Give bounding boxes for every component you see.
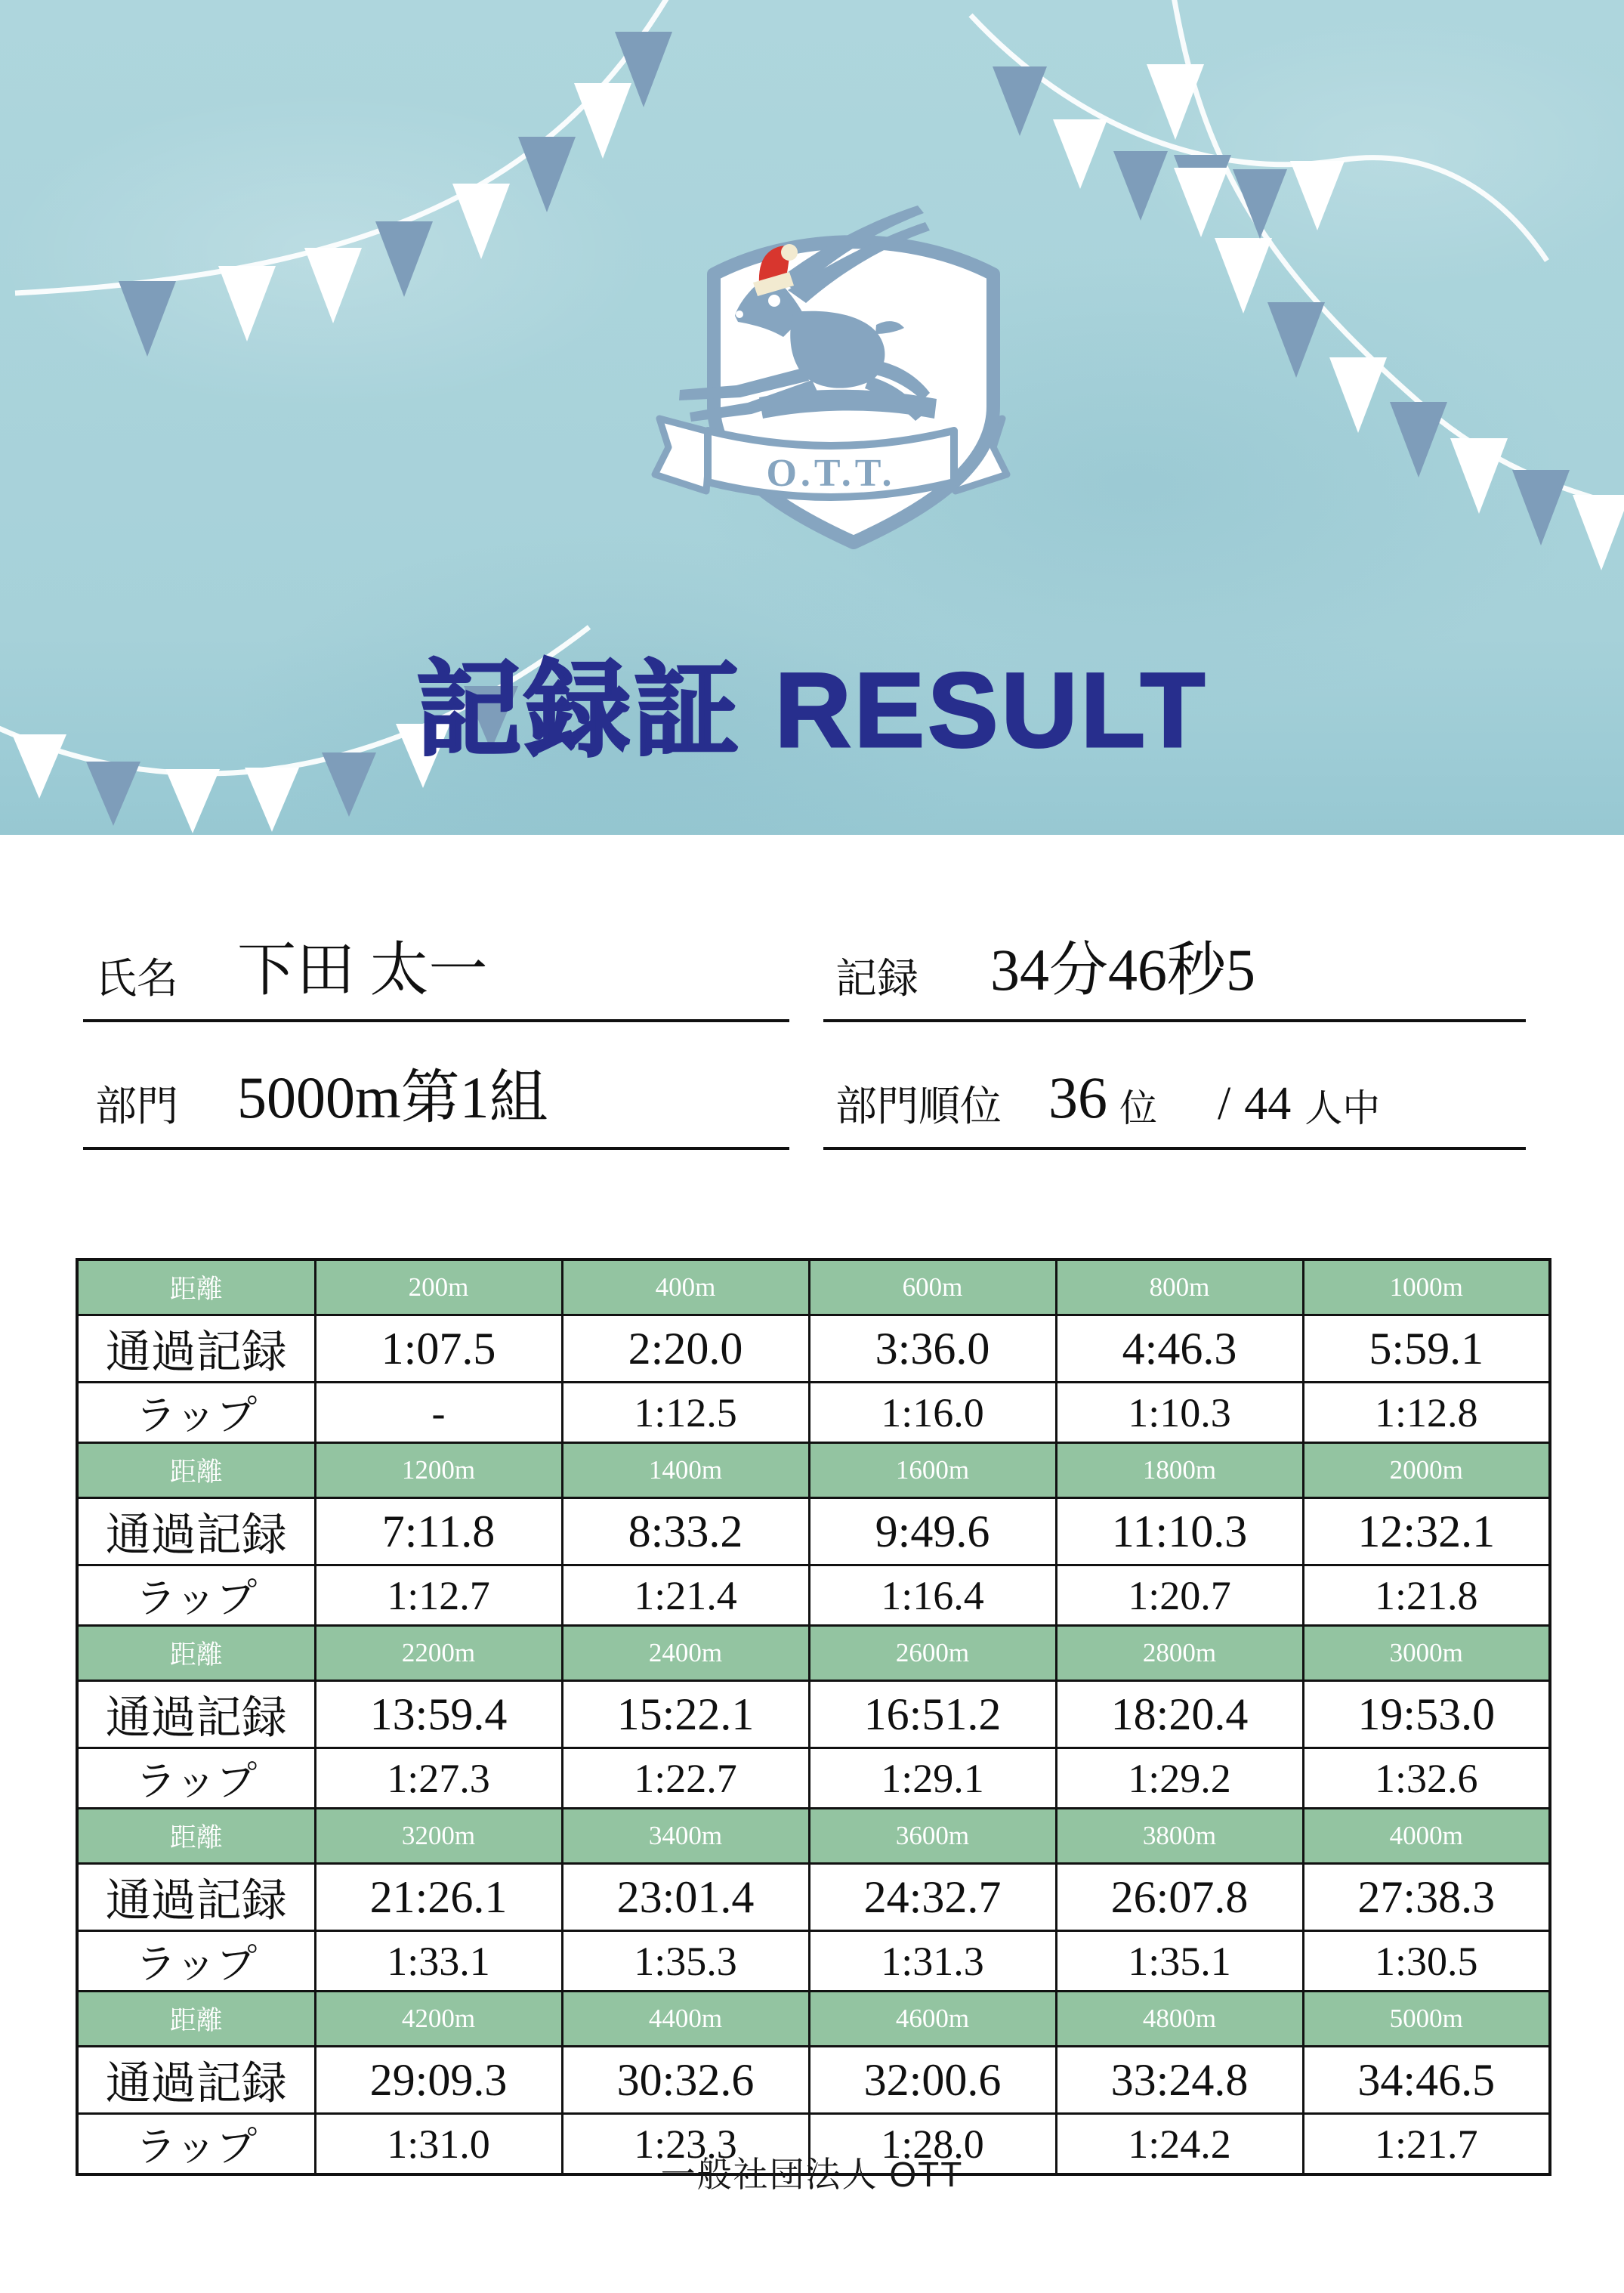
distance-cell: 200m — [315, 1259, 562, 1315]
distance-cell: 4600m — [809, 1992, 1056, 2047]
row-label-cell: ラップ — [77, 1565, 315, 1626]
lap-row — [77, 1748, 1550, 1809]
lap-cell: 1:31.3 — [809, 1931, 1056, 1992]
distance-cell: 4200m — [315, 1992, 562, 2047]
distance-cell: 2400m — [562, 1626, 809, 1681]
lap-cell: 1:21.7 — [1303, 2114, 1550, 2175]
row-label-cell: ラップ — [77, 1383, 315, 1443]
distance-cell: 4000m — [1303, 1809, 1550, 1864]
distance-cell: 3800m — [1056, 1809, 1303, 1864]
distance-cell: 4400m — [562, 1992, 809, 2047]
split-cell: 11:10.3 — [1056, 1498, 1303, 1565]
rank-total-unit: 人中 — [1304, 1087, 1381, 1130]
split-cell: 18:20.4 — [1056, 1681, 1303, 1748]
row-label-cell: 距離 — [77, 1809, 315, 1864]
lap-cell: 1:21.4 — [562, 1565, 809, 1626]
lap-row — [77, 1931, 1550, 1992]
lap-cell: 1:12.5 — [562, 1383, 809, 1443]
split-row — [77, 1315, 1550, 1383]
lap-cell: 1:27.3 — [315, 1748, 562, 1809]
distance-row — [77, 1809, 1550, 1864]
row-label-cell: 通過記録 — [77, 2047, 315, 2114]
lap-cell: 1:16.4 — [809, 1565, 1056, 1626]
split-cell: 33:24.8 — [1056, 2047, 1303, 2114]
rank-total: 44 — [1244, 1078, 1292, 1130]
distance-cell: 1800m — [1056, 1443, 1303, 1498]
ott-logo — [646, 195, 1016, 565]
distance-cell: 3600m — [809, 1809, 1056, 1864]
page-title: 記録証 RESULT — [415, 651, 1209, 769]
split-cell: 4:46.3 — [1056, 1315, 1303, 1383]
header-banner — [0, 0, 1624, 835]
split-cell: 1:07.5 — [315, 1315, 562, 1383]
splits-table — [76, 1258, 1551, 2176]
row-label-cell: 通過記録 — [77, 1864, 315, 1931]
split-cell: 3:36.0 — [809, 1315, 1056, 1383]
row-label-cell: ラップ — [77, 1931, 315, 1992]
distance-cell: 400m — [562, 1259, 809, 1315]
row-label-cell: 通過記録 — [77, 1498, 315, 1565]
split-cell: 9:49.6 — [809, 1498, 1056, 1565]
lap-cell: 1:21.8 — [1303, 1565, 1550, 1626]
distance-cell: 2800m — [1056, 1626, 1303, 1681]
antelope-eye — [768, 295, 780, 307]
distance-cell: 600m — [809, 1259, 1056, 1315]
distance-cell: 1200m — [315, 1443, 562, 1498]
record-field — [823, 926, 1526, 1022]
name-value: 下田 太一 — [237, 937, 488, 1003]
division-value: 5000m第1組 — [237, 1065, 548, 1130]
distance-row — [77, 1259, 1550, 1315]
split-cell: 34:46.5 — [1303, 2047, 1550, 2114]
split-cell: 19:53.0 — [1303, 1681, 1550, 1748]
antelope-nose — [736, 311, 743, 318]
lap-cell: 1:12.8 — [1303, 1383, 1550, 1443]
name-label: 氏名 — [95, 956, 179, 1002]
split-cell: 7:11.8 — [315, 1498, 562, 1565]
split-cell: 27:38.3 — [1303, 1864, 1550, 1931]
rank-value: 36 — [1048, 1065, 1108, 1130]
lap-cell: 1:22.7 — [562, 1748, 809, 1809]
lap-cell: 1:35.3 — [562, 1931, 809, 1992]
split-cell: 21:26.1 — [315, 1864, 562, 1931]
lap-cell: 1:23.3 — [562, 2114, 809, 2175]
split-cell: 12:32.1 — [1303, 1498, 1550, 1565]
lap-cell: 1:28.0 — [809, 2114, 1056, 2175]
distance-cell: 1600m — [809, 1443, 1056, 1498]
lap-cell: 1:32.6 — [1303, 1748, 1550, 1809]
split-cell: 8:33.2 — [562, 1498, 809, 1565]
distance-cell: 4800m — [1056, 1992, 1303, 2047]
record-value: 34分46秒5 — [990, 937, 1256, 1003]
lap-cell: 1:12.7 — [315, 1565, 562, 1626]
row-label-cell: 通過記録 — [77, 1681, 315, 1748]
rank-unit: 位 — [1119, 1087, 1158, 1130]
split-cell: 5:59.1 — [1303, 1315, 1550, 1383]
split-cell: 16:51.2 — [809, 1681, 1056, 1748]
lap-cell: 1:29.1 — [809, 1748, 1056, 1809]
distance-cell: 1400m — [562, 1443, 809, 1498]
split-cell: 15:22.1 — [562, 1681, 809, 1748]
lap-cell: 1:35.1 — [1056, 1931, 1303, 1992]
distance-cell: 2000m — [1303, 1443, 1550, 1498]
distance-row — [77, 1443, 1550, 1498]
split-row — [77, 1498, 1550, 1565]
split-row — [77, 2047, 1550, 2114]
row-label-cell: 距離 — [77, 1626, 315, 1681]
lap-cell: 1:10.3 — [1056, 1383, 1303, 1443]
row-label-cell: ラップ — [77, 1748, 315, 1809]
rank-field — [823, 1052, 1526, 1150]
division-field — [83, 1052, 789, 1150]
distance-cell: 5000m — [1303, 1992, 1550, 2047]
split-cell: 32:00.6 — [809, 2047, 1056, 2114]
split-cell: 2:20.0 — [562, 1315, 809, 1383]
split-row — [77, 1681, 1550, 1748]
distance-cell: 3000m — [1303, 1626, 1550, 1681]
record-label: 記録 — [835, 956, 919, 1002]
lap-row — [77, 1565, 1550, 1626]
lap-cell: 1:24.2 — [1056, 2114, 1303, 2175]
split-cell: 26:07.8 — [1056, 1864, 1303, 1931]
distance-cell: 800m — [1056, 1259, 1303, 1315]
distance-cell: 1000m — [1303, 1259, 1550, 1315]
lap-row — [77, 1383, 1550, 1443]
split-row — [77, 1864, 1550, 1931]
distance-cell: 3200m — [315, 1809, 562, 1864]
lap-cell: 1:33.1 — [315, 1931, 562, 1992]
logo-text: O.T.T. — [766, 452, 896, 495]
row-label-cell: 距離 — [77, 1259, 315, 1315]
lap-cell: 1:30.5 — [1303, 1931, 1550, 1992]
rank-label: 部門順位 — [835, 1083, 1002, 1130]
split-cell: 23:01.4 — [562, 1864, 809, 1931]
lap-cell: 1:20.7 — [1056, 1565, 1303, 1626]
split-cell: 30:32.6 — [562, 2047, 809, 2114]
row-label-cell: 距離 — [77, 1992, 315, 2047]
row-label-cell: ラップ — [77, 2114, 315, 2175]
lap-cell: 1:16.0 — [809, 1383, 1056, 1443]
lap-cell: 1:31.0 — [315, 2114, 562, 2175]
row-label-cell: 距離 — [77, 1443, 315, 1498]
row-label-cell: 通過記録 — [77, 1315, 315, 1383]
issuer-footer: 一般社団法人 OTT — [660, 2155, 964, 2194]
lap-cell: 1:29.2 — [1056, 1748, 1303, 1809]
lap-cell: - — [315, 1383, 562, 1443]
rank-slash: / — [1218, 1078, 1231, 1130]
name-field — [83, 926, 789, 1022]
distance-cell: 3400m — [562, 1809, 809, 1864]
division-label: 部門 — [95, 1083, 179, 1130]
distance-row — [77, 1992, 1550, 2047]
split-cell: 29:09.3 — [315, 2047, 562, 2114]
split-cell: 24:32.7 — [809, 1864, 1056, 1931]
split-cell: 13:59.4 — [315, 1681, 562, 1748]
distance-cell: 2600m — [809, 1626, 1056, 1681]
distance-cell: 2200m — [315, 1626, 562, 1681]
distance-row — [77, 1626, 1550, 1681]
